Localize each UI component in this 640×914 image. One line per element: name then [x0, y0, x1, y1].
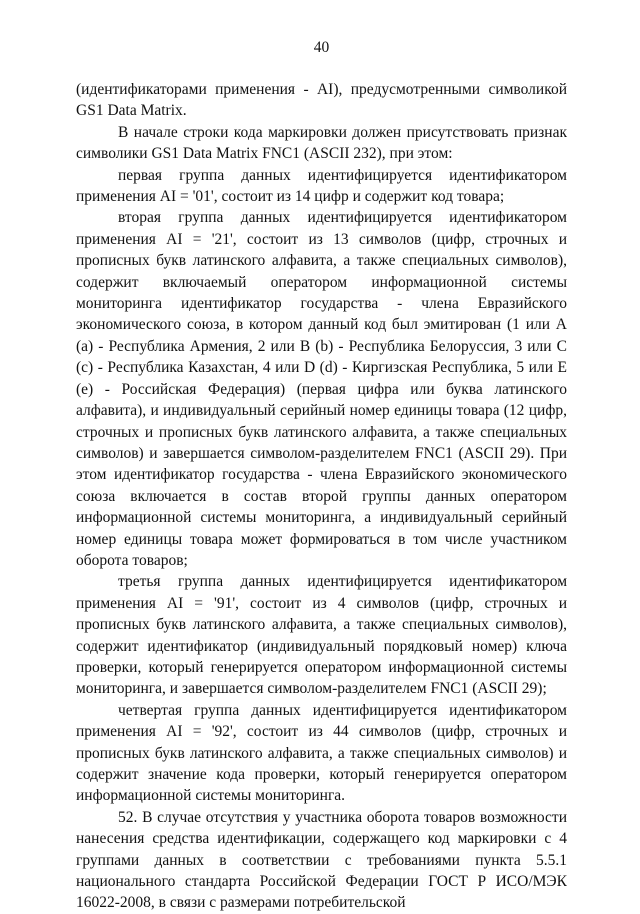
paragraph-item-52: 52. В случае отсутствия у участника оборота товаров возможности нанесения средства идентификации, содержащего код маркировки с 4 группами данных в соответствии с требованиями пункта 5.5.1 национального стандарта Российской Федерации ГОСТ Р ИСО/МЭК 16022-2008, в связи с размерами потребительской: [76, 808, 567, 912]
paragraph-intro-continuation: (идентификаторами применения - AI), предусмотренными символикой GS1 Data Matrix.: [76, 81, 567, 120]
paragraph-group-1: первая группа данных идентифицируется идентификатором применения AI = '01', состоит из 14 цифр и содержит код товара;: [76, 166, 567, 206]
paragraph-group-4: четвертая группа данных идентифицируется идентификатором применения AI = '92', состоит из 44 символов (цифр, строчных и прописных букв латинского алфавита, а также специальных символов) и содержит значение кода проверки, который генерируется оператором информационной системы мониторинга.: [76, 701, 567, 805]
paragraph-group-2: вторая группа данных идентифицируется идентификатором применения AI = '21', состоит из 13 символов (цифр, строчных и прописных букв латинского алфавита, а также специальных символов), содержит включаемый оператором информационной системы мониторинга идентификатор государства - члена Евразийского экономического союза, в котором данный код был эмитирован (1 или A (a) - Республика Армения, 2 или B (b) - Республика Белоруссия, 3 или C (c) - Республика Казахстан, 4 или D (d) - Киргизская Республика, 5 или E (e) - Российская Федерация) (первая цифра или буква латинского алфавита), и индивидуальный серийный номер единицы товара (12 цифр, строчных и прописных букв латинского алфавита, а также специальных символов) и завершается символом-разделителем FNC1 (ASCII 29). При этом идентификатор государства - члена Евразийского экономического союза включается в состав второй группы данных оператором информационной системы мониторинга, а индивидуальный серийный номер единицы товара может формироваться в том числе участником оборота товаров;: [76, 209, 567, 569]
document-page: [76, 38, 567, 914]
paragraph-fnc1-requirement: В начале строки кода маркировки должен присутствовать признак символики GS1 Data Matrix FNC1 (ASCII 232), при этом:: [76, 123, 567, 163]
page-number: 40: [313, 39, 330, 56]
paragraph-group-3: третья группа данных идентифицируется идентификатором применения AI = '91', состоит из 4 символов (цифр, строчных и прописных букв латинского алфавита, а также специальных символов), содержит идентификатор (индивидуальный порядковый номер) ключа проверки, который генерируется оператором информационной системы мониторинга, и завершается символом-разделителем FNC1 (ASCII 29);: [76, 573, 567, 698]
